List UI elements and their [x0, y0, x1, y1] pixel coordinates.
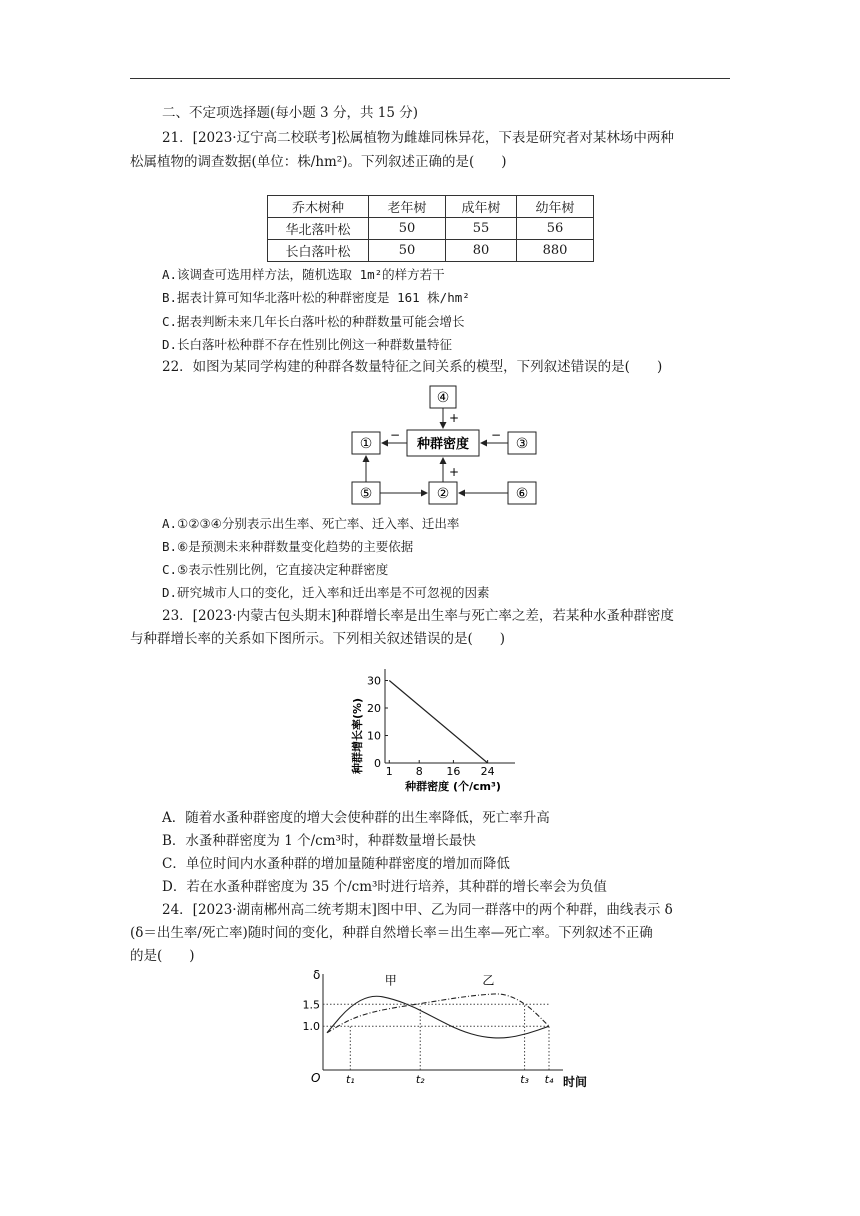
table-row [268, 218, 594, 240]
y-tick-label: 20 [367, 702, 381, 715]
node-6: ⑥ [515, 486, 529, 502]
growth-rate-chart [345, 660, 525, 795]
table-header-cell: 幼年树 [517, 196, 594, 218]
header-rule [130, 78, 730, 79]
x-tick-label: t₃ [520, 1073, 529, 1086]
minus-sign: − [390, 428, 401, 442]
node-3: ③ [515, 436, 529, 452]
q23-stem-line2: 与种群增长率的关系如下图所示。下列相关叙述错误的是( ) [130, 631, 506, 647]
plus-sign: + [449, 465, 460, 479]
q21-option-b: B.据表计算可知华北落叶松的种群密度是 161 株/hm² [162, 290, 470, 305]
y-tick-label: 1.5 [302, 998, 320, 1012]
node-5: ⑤ [359, 486, 373, 502]
node-population-density: 种群密度 [416, 437, 470, 452]
y-tick-label: 0 [374, 757, 381, 770]
table-cell: 50 [369, 240, 446, 262]
x-tick-label: t₁ [345, 1073, 355, 1086]
q24-stem-line1: 24．[2023·湖南郴州高二统考期末]图中甲、乙为同一群落中的两个种群，曲线表示 δ [162, 902, 673, 918]
x-tick-label: t₂ [415, 1073, 425, 1086]
q23-option-d: D．若在水蚤种群密度为 35 个/cm³时进行培养，其种群的增长率会为负值 [162, 879, 607, 895]
q22-option-d: D.研究城市人口的变化，迁入率和迁出率是不可忽视的因素 [162, 585, 490, 600]
table-cell: 长白落叶松 [268, 240, 369, 262]
table-header-row [268, 196, 594, 218]
x-axis-label: 时间 [563, 1075, 588, 1089]
table-header-cell: 成年树 [446, 196, 517, 218]
growth-rate-line [389, 681, 487, 764]
delta-chart [295, 965, 595, 1095]
q22-diagram [340, 380, 550, 510]
y-axis-label: δ [313, 968, 321, 982]
q23-option-b: B．水蚤种群密度为 1 个/cm³时，种群数量增长最快 [162, 833, 476, 849]
y-tick-label: 10 [367, 729, 381, 743]
node-4: ④ [436, 390, 450, 406]
x-tick-label: 16 [446, 765, 461, 778]
q21-stem-line2: 松属植物的调查数据(单位：株/hm²)。下列叙述正确的是( ) [130, 154, 507, 170]
x-tick-label: 8 [415, 765, 423, 778]
q23-option-a: A．随着水蚤种群密度的增大会使种群的出生率降低，死亡率升高 [162, 810, 550, 826]
node-1: ① [359, 436, 373, 452]
x-tick-label: t₄ [544, 1073, 554, 1086]
x-axis-label: 种群密度 (个/cm³) [405, 780, 501, 793]
section-title: 二、不定项选择题(每小题 3 分，共 15 分) [162, 105, 418, 121]
q22-option-c: C.⑤表示性别比例，它直接决定种群密度 [162, 562, 389, 577]
y-axis-label: 种群增长率(%) [351, 697, 364, 775]
table-header-cell: 老年树 [369, 196, 446, 218]
q23-option-c: C．单位时间内水蚤种群的增加量随种群密度的增加而降低 [162, 856, 510, 872]
plus-sign: + [449, 411, 460, 425]
x-tick-label: 24 [480, 765, 495, 778]
q22-option-b: B.⑥是预测未来种群数量变化趋势的主要依据 [162, 539, 414, 554]
table-cell: 80 [446, 240, 517, 262]
q22-option-a: A.①②③④分别表示出生率、死亡率、迁入率、迁出率 [162, 516, 460, 531]
table-cell: 880 [517, 240, 594, 262]
x-tick-label: 1 [385, 765, 393, 778]
y-tick-label: 30 [367, 674, 381, 688]
q22-stem: 22．如图为某同学构建的种群各数量特征之间关系的模型，下列叙述错误的是( ) [162, 359, 663, 375]
series-jia-label: 甲 [384, 973, 397, 988]
series-yi-curve [327, 994, 549, 1033]
series-jia-curve [327, 996, 549, 1038]
minus-sign: − [491, 428, 502, 442]
q23-stem-line1: 23．[2023·内蒙古包头期末]种群增长率是出生率与死亡率之差，若某种水蚤种群密度 [162, 608, 674, 624]
q21-option-d: D.长白落叶松种群不存在性别比例这一种群数量特征 [162, 337, 453, 352]
table-cell: 56 [517, 218, 594, 240]
q24-stem-line3: 的是( ) [130, 948, 195, 964]
node-2: ② [436, 486, 450, 502]
y-tick-label: 1.0 [302, 1020, 320, 1034]
table-header-cell: 乔木树种 [268, 196, 369, 218]
series-yi-label: 乙 [482, 973, 495, 988]
q24-stem-line2: (δ＝出生率/死亡率)随时间的变化，种群自然增长率＝出生率—死亡率。下列叙述不正确 [130, 925, 653, 941]
q21-option-c: C.据表判断未来几年长白落叶松的种群数量可能会增长 [162, 314, 465, 329]
table-cell: 55 [446, 218, 517, 240]
q21-option-a: A.该调查可选用样方法，随机选取 1m²的样方若干 [162, 267, 445, 282]
table-cell: 华北落叶松 [268, 218, 369, 240]
origin-label: O [311, 1071, 321, 1085]
table-cell: 50 [369, 218, 446, 240]
q21-table [267, 195, 594, 262]
table-row [268, 240, 594, 262]
q21-stem-line1: 21．[2023·辽宁高二校联考]松属植物为雌雄同株异花，下表是研究者对某林场中两种 [162, 130, 674, 146]
